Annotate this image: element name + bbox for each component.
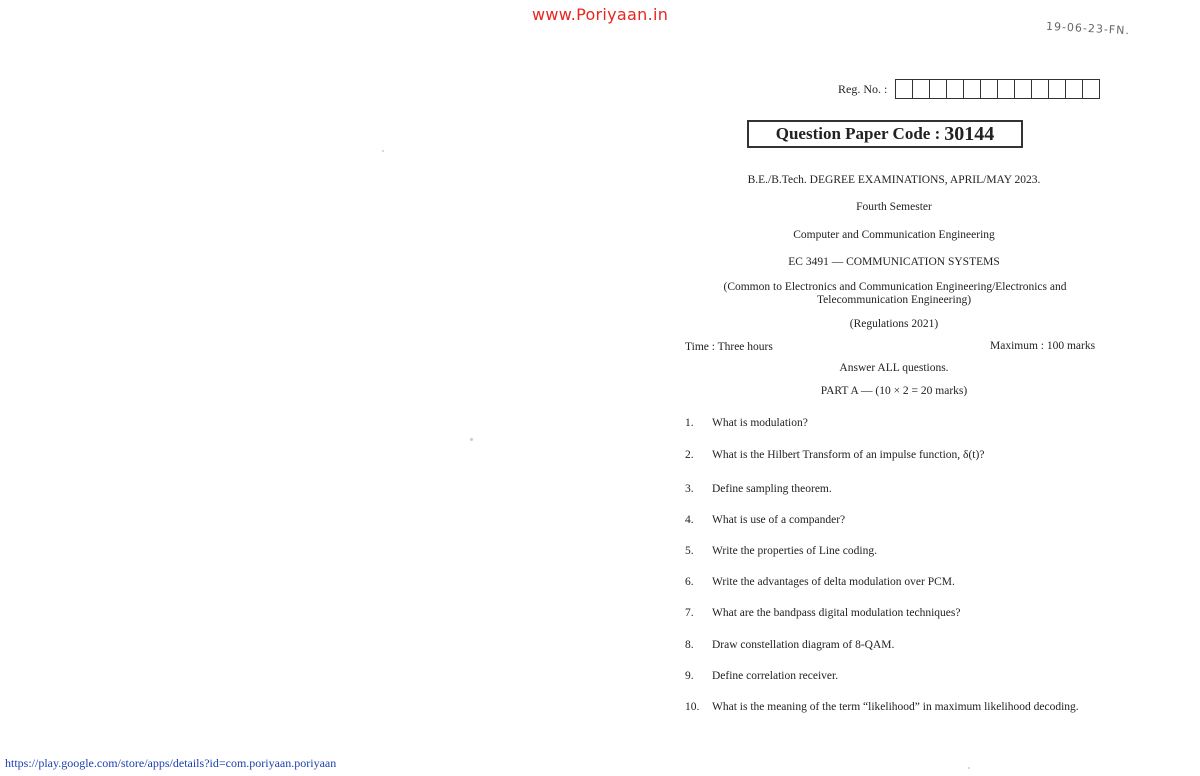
- reg-box: [1082, 79, 1100, 99]
- time-label: Time : Three hours: [685, 341, 773, 353]
- question-number: 1.: [685, 417, 694, 429]
- part-a-heading: PART A — (10 × 2 = 20 marks): [820, 385, 968, 397]
- question-text: What is use of a compander?: [712, 514, 846, 526]
- question-number: 5.: [685, 545, 694, 557]
- scan-speck: [382, 150, 384, 152]
- question-text: Write the advantages of delta modulation over PCM.: [712, 576, 955, 588]
- degree-line: B.E./B.Tech. DEGREE EXAMINATIONS, APRIL/MAY 2023.: [747, 174, 1041, 186]
- common-line-1: (Common to Electronics and Communication Engineering/Electronics and: [723, 281, 1067, 293]
- footer-link[interactable]: https://play.google.com/store/apps/details?id=com.poriyaan.poriyaan: [5, 756, 337, 770]
- question-text: What is the Hilbert Transform of an impulse function, δ(t)?: [712, 449, 985, 461]
- reg-box: [1014, 79, 1032, 99]
- question-number: 9.: [685, 670, 694, 682]
- handwritten-date: 19-06-23-FN.: [1045, 19, 1131, 38]
- question-number: 10.: [685, 701, 700, 713]
- reg-box: [929, 79, 947, 99]
- instruction-line: Answer ALL questions.: [839, 362, 949, 374]
- reg-no-boxes: [895, 79, 1099, 99]
- reg-box: [1031, 79, 1049, 99]
- question-number: 2.: [685, 449, 694, 461]
- paper-code-value: 30144: [944, 122, 995, 145]
- question-number: 6.: [685, 576, 694, 588]
- paper-code-label: Question Paper Code :: [775, 124, 941, 143]
- question-text: What is modulation?: [712, 417, 808, 429]
- question-number: 7.: [685, 607, 694, 619]
- semester-line: Fourth Semester: [856, 201, 932, 213]
- reg-box: [895, 79, 913, 99]
- branch-line: Computer and Communication Engineering: [793, 229, 995, 241]
- scan-speck: [968, 767, 970, 769]
- question-paper-code-box: [747, 120, 1023, 148]
- site-watermark: www.Poriyaan.in: [532, 5, 669, 24]
- question-text: Write the properties of Line coding.: [712, 545, 877, 557]
- reg-no-label: Reg. No. :: [838, 82, 888, 96]
- reg-box: [912, 79, 930, 99]
- question-number: 4.: [685, 514, 694, 526]
- reg-box: [1048, 79, 1066, 99]
- common-line-2: Telecommunication Engineering): [816, 294, 972, 306]
- reg-box: [997, 79, 1015, 99]
- question-text: Define sampling theorem.: [712, 483, 832, 495]
- question-number: 3.: [685, 483, 694, 495]
- question-text: Define correlation receiver.: [712, 670, 839, 682]
- question-text: Draw constellation diagram of 8-QAM.: [712, 639, 895, 651]
- question-number: 8.: [685, 639, 694, 651]
- question-text: What are the bandpass digital modulation techniques?: [712, 607, 961, 619]
- question-text: What is the meaning of the term “likelihood” in maximum likelihood decoding.: [712, 701, 1079, 713]
- max-marks-label: Maximum : 100 marks: [990, 340, 1096, 352]
- regulations-line: (Regulations 2021): [849, 318, 939, 330]
- scan-speck: [470, 438, 473, 441]
- reg-box: [1065, 79, 1083, 99]
- reg-box: [963, 79, 981, 99]
- reg-box: [980, 79, 998, 99]
- subject-line: EC 3491 — COMMUNICATION SYSTEMS: [788, 256, 1000, 268]
- reg-box: [946, 79, 964, 99]
